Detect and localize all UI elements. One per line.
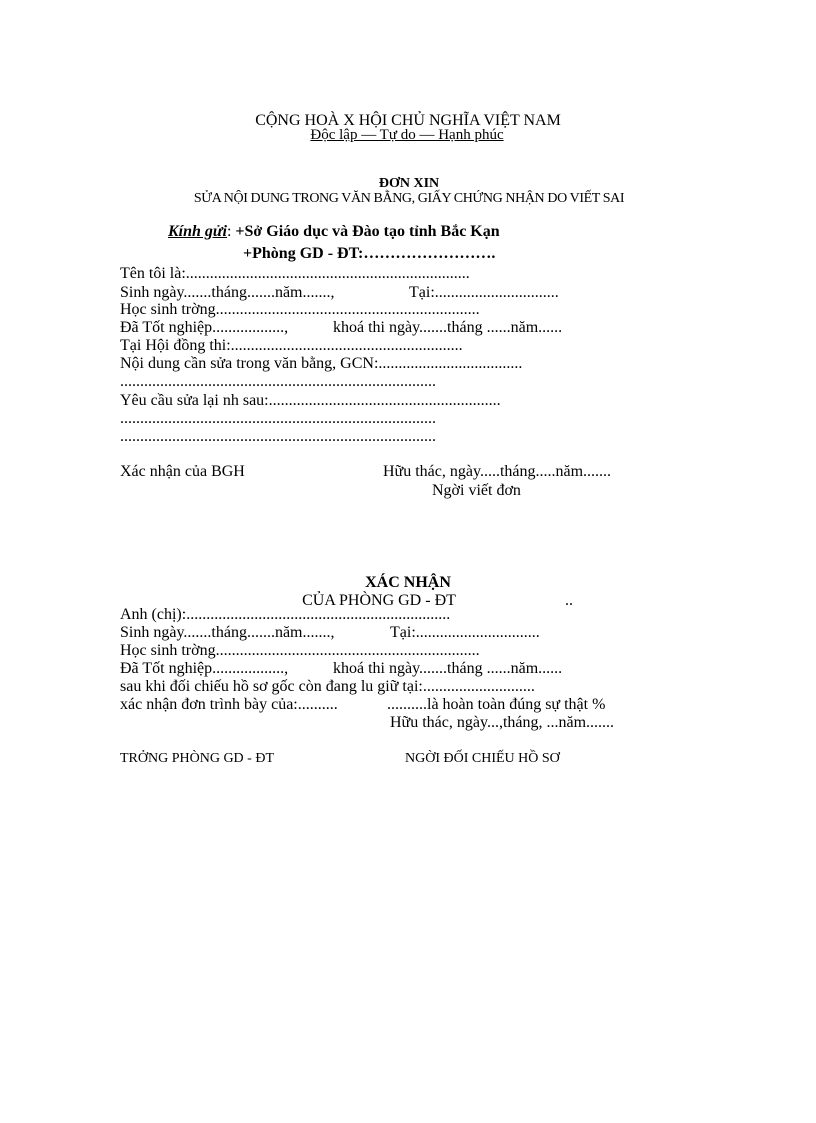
field-birthplace: Tại:...............................: [409, 284, 559, 301]
record-checker-signature-label: NGỜI ĐỐI CHIẾU HỒ SƠ: [405, 751, 560, 766]
confirm-field-statement-truth: ..........là hoàn toàn đúng sự thật %: [387, 696, 606, 713]
confirmation-title: XÁC NHẬN: [365, 574, 451, 591]
application-subtitle: SỬA NỘI DUNG TRONG VĂN BẰNG, GIẤY CHỨNG NHẬN DO VIẾT SAI: [193, 191, 625, 206]
field-name: Tên tôi là:.......................................................................: [120, 265, 470, 282]
field-school: Học sinh trờng..................................................................: [120, 301, 480, 318]
addressee-line-1: [168, 223, 500, 241]
field-correction-request-cont-1: ...............................................................................: [120, 410, 436, 427]
confirm-field-statement: xác nhận đơn trình bày của:..........: [120, 696, 338, 713]
principal-confirmation-label: Xác nhận của BGH: [120, 463, 245, 480]
field-correction-content: Nội dung cần sửa trong văn bằng, GCN:....................................: [120, 355, 523, 372]
applicant-signature-label: Ngời viết đơn: [432, 482, 521, 499]
confirm-field-school: Học sinh trờng..................................................................: [120, 642, 480, 659]
confirm-field-records: sau khi đối chiếu hồ sơ gốc còn đang lu giữ tại:............................: [120, 678, 535, 695]
confirmation-date-line: Hữu thác, ngày...,tháng, ...năm.......: [390, 714, 615, 731]
field-graduated: Đã Tốt nghiệp..................,: [120, 319, 289, 336]
field-dob: Sinh ngày.......tháng.......năm.......,: [120, 284, 335, 301]
field-correction-content-cont: ...............................................................................: [120, 373, 436, 390]
confirmation-subtitle-dots: ..: [565, 592, 573, 609]
confirm-field-dob: Sinh ngày.......tháng.......năm.......,: [120, 624, 335, 641]
national-title: CỘNG HOÀ X HỘI CHỦ NGHĨA VIỆT NAM: [255, 112, 561, 129]
application-date-line: Hữu thác, ngày.....tháng.....năm.......: [383, 463, 612, 480]
application-title: ĐƠN XIN: [378, 176, 440, 191]
confirm-field-birthplace: Tại:...............................: [390, 624, 540, 641]
confirm-field-graduated: Đã Tốt nghiệp..................,: [120, 660, 289, 677]
office-head-signature-label: TRỞNG PHÒNG GD - ĐT: [120, 751, 274, 766]
field-correction-request-cont-2: ...............................................................................: [120, 428, 436, 445]
field-exam-council: Tại Hội đồng thi:..........................................................: [120, 337, 463, 354]
addressee-label: Kính gửi: [168, 223, 227, 240]
confirm-field-exam-date: khoá thi ngày.......tháng ......năm......: [333, 660, 563, 677]
recipient-department: +Sở Giáo dục và Đào tạo tỉnh Bắc Kạn: [235, 223, 500, 240]
national-motto: Độc lập — Tự do — Hạnh phúc: [310, 127, 504, 143]
confirm-field-name: Anh (chị):..................................................................: [120, 606, 451, 623]
recipient-office: +Phòng GD - ĐT:…………………….: [243, 245, 496, 262]
addressee-colon: :: [226, 223, 232, 240]
confirmation-subtitle: CỦA PHÒNG GD - ĐT: [302, 592, 456, 609]
field-correction-request: Yêu cầu sửa lại nh sau:..........................................................: [120, 392, 501, 409]
field-exam-date: khoá thi ngày.......tháng ......năm......: [333, 319, 563, 336]
